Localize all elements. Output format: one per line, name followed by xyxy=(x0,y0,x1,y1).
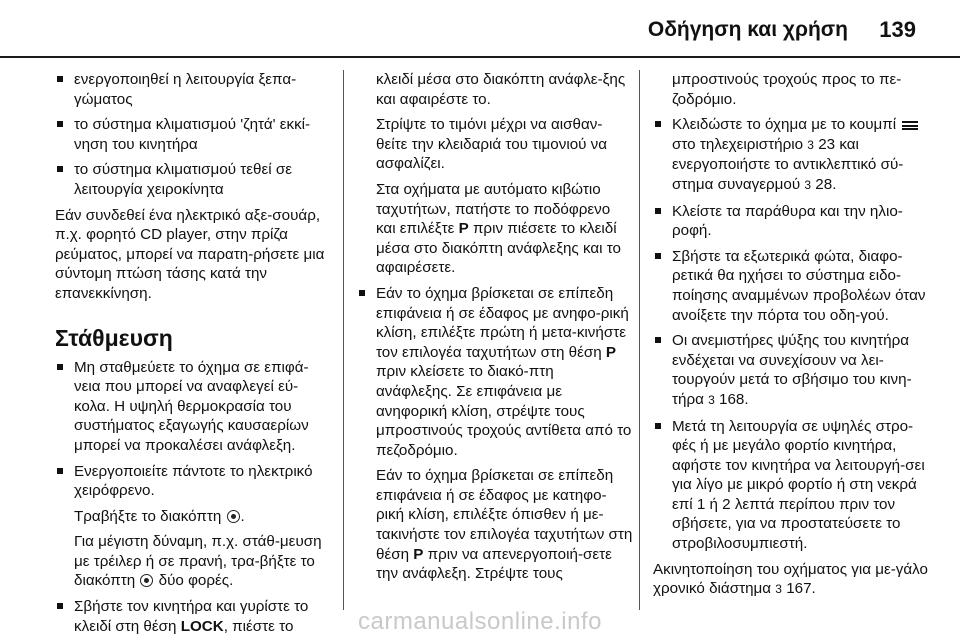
page-number: 139 xyxy=(879,17,916,42)
text: Εάν το όχημα βρίσκεται σε επίπεδη επιφάνεια ή σε έδαφος με ανηφο-ρική κλίση, επιλέξτε πρώτη ή μετα-κινήστε τον επιλογέα ταχυτήτων στη θέση xyxy=(376,284,629,361)
section-heading: Στάθμευση xyxy=(55,324,173,351)
bullet-item: το σύστημα κλιματισμού 'ζητά' εκκί-νηση του κινητήρα xyxy=(55,115,331,154)
text: . xyxy=(240,507,245,525)
parking-brake-icon xyxy=(227,510,240,523)
text: Κλειδώστε το όχημα με το κουμπί xyxy=(672,116,897,134)
lock-button-icon xyxy=(902,121,918,130)
text: δύο φορές. xyxy=(158,572,234,590)
bullet-item: Μετά τη λειτουργία σε υψηλές στρο-φές ή με μεγάλο φορτίο κινητήρα, αφήστε τον κινητήρα να λειτουργή-σει για λίγο με μικρό φορτίο ή στη νεκρά επί 1 ή 2 λεπτά περίπου πριν τον σβήσετε, για να προστατεύσετε το στροβιλοσυμπιεστή. xyxy=(653,417,935,554)
parking-brake-icon xyxy=(140,574,153,587)
text: πριν να απενεργοποιή-σετε την ανάφλεξη. Στρέψτε τους xyxy=(376,545,612,583)
continuation-paragraph xyxy=(357,466,633,584)
bullet-item xyxy=(653,115,935,195)
text: Οι ανεμιστήρες ψύξης του κινητήρα ενδέχεται να συνεχίσουν να λει-τουργούν μετά το σβήσιμο του κινη-τήρα xyxy=(672,332,912,408)
bullet-item: Σβήστε τα εξωτερικά φώτα, διαφο-ρετικά θα ηχήσει το σύστημα ειδο-ποίησης αναμμένων προβολέων όταν ανοίξετε την πόρτα του οδη-γού. xyxy=(653,247,935,325)
column-divider xyxy=(343,70,344,610)
gear-p-label: P xyxy=(413,545,424,563)
continuation-paragraph xyxy=(55,532,331,591)
bullet-item: Μη σταθμεύετε το όχημα σε επιφά-νεια που μπορεί να αναφλεγεί εύ-κολα. Η υψηλή θερμοκρασία του συστήματος εξαγωγής καυσαερίων μπορεί να προκαλέσει ανάφλεξη. xyxy=(55,358,331,456)
bullet-item: Ενεργοποιείτε πάντοτε το ηλεκτρικό χειρόφρενο. xyxy=(55,462,331,501)
watermark: carmanualsonline.info xyxy=(358,608,602,635)
text: Σβήστε τον κινητήρα και γυρίστε το κλειδί στη θέση xyxy=(74,598,309,635)
text: Στα οχήματα με αυτόματο κιβώτιο ταχυτήτων, πατήστε το ποδόφρενο και επιλέξτε xyxy=(376,180,611,238)
page-reference: 28. xyxy=(815,175,837,193)
continuation-paragraph xyxy=(55,507,331,527)
page-reference: 23 xyxy=(818,135,836,153)
continuation-paragraph: μπροστινούς τροχούς προς το πε-ζοδρόμιο. xyxy=(672,71,902,108)
column-left xyxy=(55,70,331,642)
bullet-item: ενεργοποιηθεί η λειτουργία ξεπα-γώματος xyxy=(55,70,331,109)
reference-arrow-icon: 3 xyxy=(708,392,715,407)
gear-p-label: P xyxy=(458,220,469,238)
text: στο τηλεχειριστήριο xyxy=(672,135,804,153)
page-header xyxy=(0,0,960,58)
column-right xyxy=(653,70,935,606)
text: Τραβήξτε το διακόπτη xyxy=(74,507,222,525)
page-reference: 168. xyxy=(719,390,749,408)
page-reference: 167. xyxy=(786,580,816,598)
bullet-item xyxy=(357,284,633,460)
column-middle xyxy=(357,70,633,590)
continuation-paragraph xyxy=(357,180,633,278)
paragraph xyxy=(653,560,935,600)
bullet-item: Κλείστε τα παράθυρα και την ηλιο-ροφή. xyxy=(653,202,935,241)
bullet-item xyxy=(653,331,935,410)
paragraph: Εάν συνδεθεί ένα ηλεκτρικό αξε-σουάρ, π.χ. φορητό CD player, στην πρίζα ρεύματος, μπορεί να παρατη-ρήσετε μια σύντομη πτώση τάσης κατά την επανεκκίνηση. xyxy=(55,206,325,302)
lock-position-label: LOCK xyxy=(180,617,224,635)
column-divider xyxy=(639,70,640,610)
text: πριν πιέσετε το κλειδί μέσα στο διακόπτη ανάφλεξης και το αφαιρέσετε. xyxy=(376,220,621,277)
continuation-paragraph: κλειδί μέσα στο διακόπτη ανάφλε-ξης και αφαιρέστε το. xyxy=(376,71,626,108)
reference-arrow-icon: 3 xyxy=(807,137,814,152)
text: , πιέστε το xyxy=(223,617,294,635)
text: Ακινητοποίηση του οχήματος για με-γάλο χρονικό διάστημα xyxy=(653,560,928,598)
reference-arrow-icon: 3 xyxy=(804,177,812,192)
reference-arrow-icon: 3 xyxy=(775,582,782,597)
text: και ενεργοποιήστε το αντικλεπτικό σύ-στημα συναγερμού xyxy=(672,135,904,193)
page-title: Οδήγηση και χρήση xyxy=(647,18,848,41)
text: Για μέγιστη δύναμη, π.χ. στάθ-μευση με τρέιλερ ή σε πρανή, τρα-βήξτε το διακόπτη xyxy=(74,533,322,590)
text: πριν κλείσετε το διακό-πτη ανάφλεξης. Σε επιφάνεια με ανηφορική κλίση, στρέψτε τους μπροστινούς τροχούς αντίθετα από το πεζοδρόμιο. xyxy=(376,363,632,459)
bullet-item: το σύστημα κλιματισμού τεθεί σε λειτουργία χειροκίνητα xyxy=(55,160,331,199)
text: Εάν το όχημα βρίσκεται σε επίπεδη επιφάνεια ή σε έδαφος με κατηφο-ρική κλίση, επιλέξτε όπισθεν ή με-τακινήστε τον επιλογέα ταχυτήτων στη θέση xyxy=(376,467,633,563)
continuation-paragraph: Στρίψτε το τιμόνι μέχρι να αισθαν-θείτε την κλειδαριά του τιμονιού να ασφαλίζει. xyxy=(376,116,608,173)
gear-p-label: P xyxy=(605,343,617,361)
